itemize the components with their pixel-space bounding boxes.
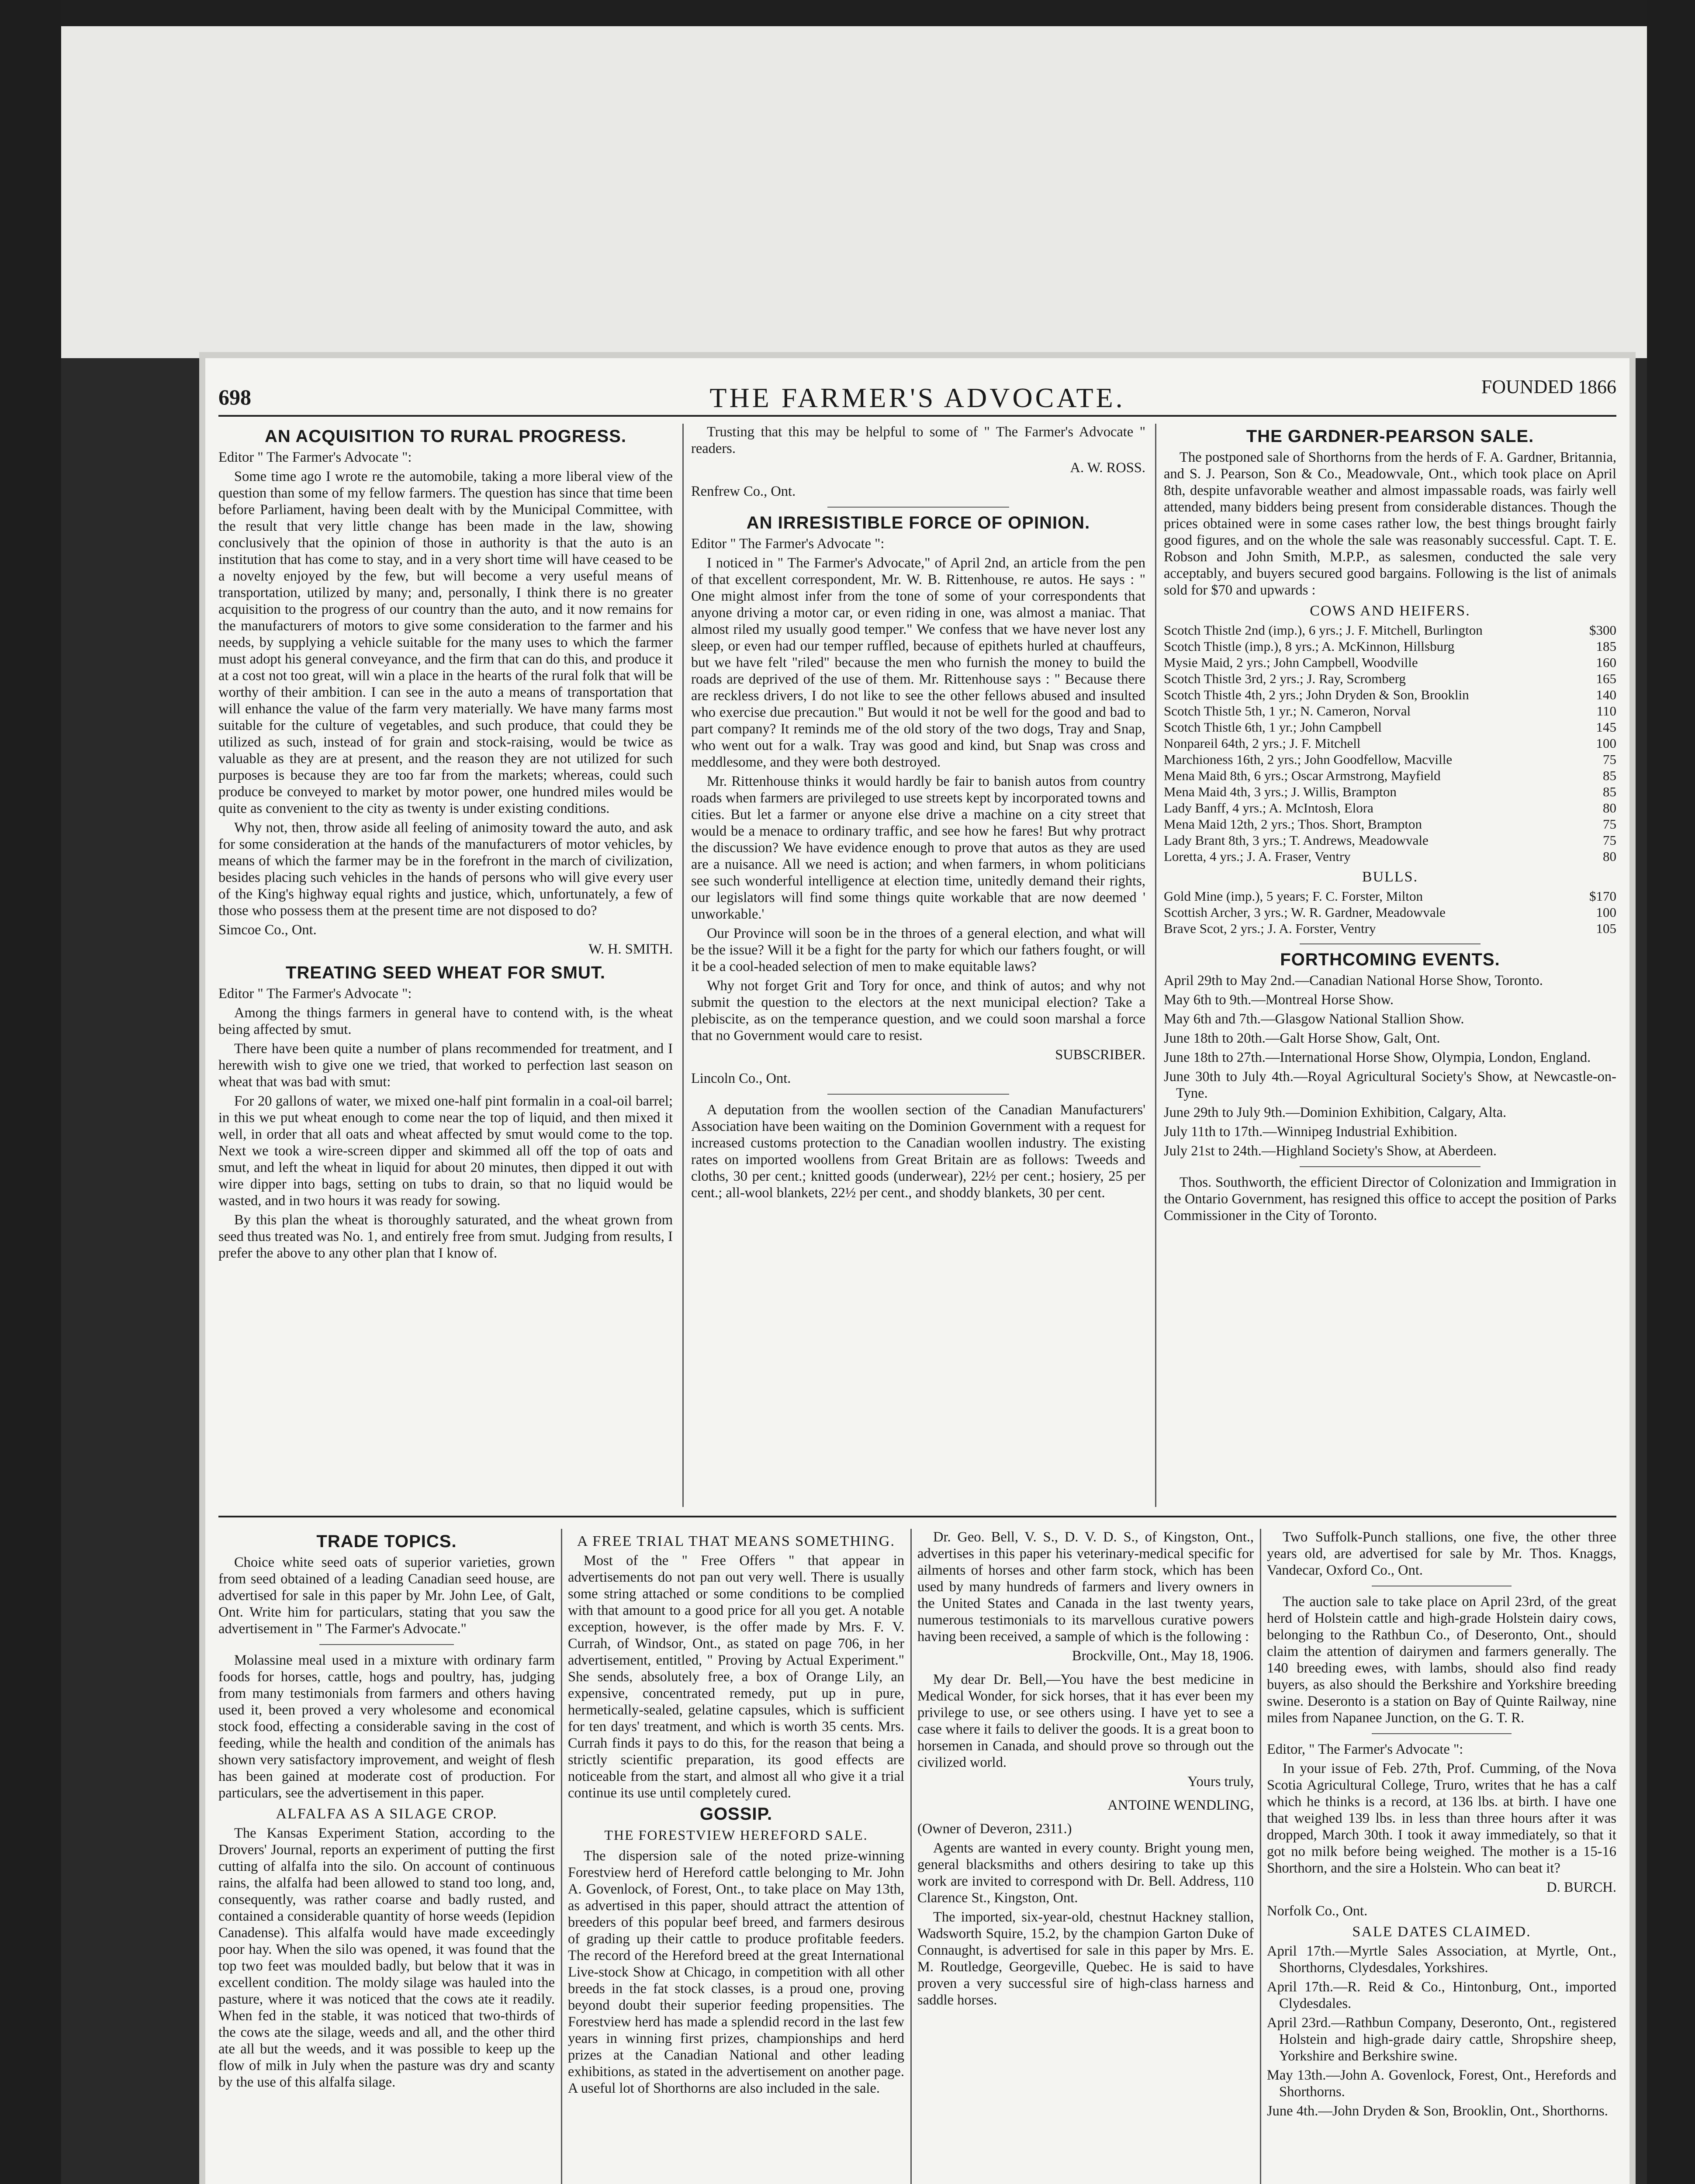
paragraph: My dear Dr. Bell,—You have the best medicine in Medical Wonder, for sick horses, that it has ever been my privilege to use, or see others using. I have yet to see a case where it fails to deliver the goods. It is a great boon to horsemen in Canada, and should prove so through out the civilized world. (917, 1672, 1254, 1770)
sale-entry (1164, 816, 1616, 832)
paragraph: Our Province will soon be in the throes of a general election, and what will be the issue? Will it be a fight for the party for which our fathers fought, or will it be a cool-headed selection of men to make equitable laws? (691, 926, 1145, 975)
sale-entry-name: Scotch Thistle (imp.), 8 yrs.; A. McKinnon, Hillsburg (1164, 639, 1455, 654)
editor-salutation: Editor " The Farmer's Advocate ": (691, 536, 885, 552)
cows-sale-list (1164, 622, 1616, 864)
subheading: THE FORESTVIEW HEREFORD SALE. (604, 1827, 868, 1843)
sale-entry (1164, 832, 1616, 848)
author-note: (Owner of Deveron, 2311.) (917, 1821, 1072, 1837)
sale-entry-name: Scotch Thistle 5th, 1 yr.; N. Cameron, Norval (1164, 703, 1411, 719)
paragraph: Dr. Geo. Bell, V. S., D. V. D. S., of Kingston, Ont., advertises in this paper his veterinary-medical specific for ailments of horses and other farm stock, which has been used by many hundreds of farmers and livery owners in the United States and Canada in the last twenty years, numerous testimonials to its marvellous curative powers having been received, a sample of which is the following : (917, 1529, 1254, 1645)
event-item: May 6th and 7th.—Glasgow National Stallion Show. (1164, 1011, 1464, 1027)
column-divider (1260, 1529, 1261, 2184)
sale-entry-price: 85 (1603, 784, 1616, 799)
event-item: June 30th to July 4th.—Royal Agricultural Society's Show, at Newcastle-on-Tyne. (1164, 1069, 1616, 1101)
sale-entry-price: 75 (1603, 752, 1616, 767)
section-divider (1300, 1166, 1481, 1167)
sale-entry-name: Scotch Thistle 4th, 2 yrs.; John Dryden & Son, Brooklin (1164, 687, 1469, 702)
sale-entry-price: 185 (1596, 639, 1616, 654)
place-line: Simcoe Co., Ont. (218, 922, 317, 938)
lower-column-4 (1267, 1529, 1616, 2184)
sale-entry (1164, 751, 1616, 767)
column-divider (682, 424, 684, 1507)
section-divider (319, 1644, 454, 1645)
sale-entry-name: Brave Scot, 2 yrs.; J. A. Forster, Ventry (1164, 921, 1376, 936)
lower-column-2 (568, 1529, 904, 2184)
paragraph: The auction sale to take place on April 23rd, of the great herd of Holstein cattle and high-grade Holstein dairy cows, belonging to the Rathbun Co., of Deseronto, Ont., should claim the attention of dairymen and farmers generally. The 140 breeding ewes, with lambs, should also find ready buyers, as also should the Berkshire and Yorkshire breeding swine. Deseronto is a station on Bay of Quinte Railway, nine miles from Napanee Junction, on the G. T. R. (1267, 1594, 1616, 1726)
sale-entry-price: 85 (1603, 768, 1616, 783)
sale-entry-name: Gold Mine (imp.), 5 years; F. C. Forster, Milton (1164, 888, 1423, 904)
sale-entry-price: 75 (1603, 816, 1616, 832)
sale-entry-name: Scotch Thistle 3rd, 2 yrs.; J. Ray, Scromberg (1164, 671, 1406, 686)
paragraph: Trusting that this may be helpful to some of " The Farmer's Advocate " readers. (691, 424, 1145, 456)
paragraph: Among the things farmers in general have to contend with, is the wheat being affected by smut. (218, 1005, 673, 1037)
newspaper-page (205, 358, 1629, 2184)
events-list (1164, 972, 1616, 1159)
sale-entry-name: Mena Maid 8th, 6 yrs.; Oscar Armstrong, Mayfield (1164, 768, 1441, 783)
sale-entry (1164, 703, 1616, 719)
paragraph: By this plan the wheat is thoroughly saturated, and the wheat grown from seed thus treated was No. 1, and entirely free from smut. Judging from results, I prefer the above to any other plan that I know of. (218, 1212, 673, 1261)
section-divider (1372, 1733, 1512, 1734)
bulls-sale-list (1164, 888, 1616, 936)
column-divider (1155, 424, 1156, 1507)
sale-entry (1164, 784, 1616, 800)
sale-entry-name: Scotch Thistle 6th, 1 yr.; John Campbell (1164, 719, 1382, 735)
sale-entry-name: Mysie Maid, 2 yrs.; John Campbell, Woodville (1164, 655, 1418, 670)
sale-entry (1164, 767, 1616, 784)
page-number: 698 (218, 385, 251, 409)
sale-entry (1164, 800, 1616, 816)
column-divider (561, 1529, 562, 2184)
sale-entry (1164, 904, 1616, 920)
sale-entry (1164, 638, 1616, 654)
sale-entry-name: Mena Maid 12th, 2 yrs.; Thos. Short, Brampton (1164, 816, 1422, 832)
subheading: A FREE TRIAL THAT MEANS SOMETHING. (577, 1533, 895, 1549)
sale-date-item: April 17th.—R. Reid & Co., Hintonburg, Ont., imported Clydesdales. (1267, 1979, 1616, 2011)
sale-entry-price: 100 (1596, 736, 1616, 751)
section-divider (827, 1094, 1009, 1095)
sale-date-item: May 13th.—John A. Govenlock, Forest, Ont., Herefords and Shorthorns. (1267, 2067, 1616, 2100)
sale-entry-price: 80 (1603, 849, 1616, 864)
event-item: July 21st to 24th.—Highland Society's Show, at Aberdeen. (1164, 1143, 1497, 1159)
scan-edge-band (0, 0, 1695, 26)
sale-entry (1164, 920, 1616, 936)
sale-entry (1164, 670, 1616, 687)
sale-entry-price: $300 (1589, 622, 1616, 638)
paragraph: There have been quite a number of plans recommended for treatment, and I herewith wish to give one we tried, that worked to perfection last season on wheat that was bad with smut: (218, 1041, 673, 1090)
scan-binding-right (1647, 0, 1695, 2184)
author-signature: W. H. SMITH. (588, 941, 673, 957)
sale-date-item: June 4th.—John Dryden & Son, Brooklin, Ont., Shorthorns. (1267, 2103, 1608, 2119)
lower-column-3 (917, 1529, 1254, 2184)
letter-closing: Yours truly, (1187, 1774, 1254, 1790)
article-title: GOSSIP. (699, 1804, 773, 1824)
subheading: ALFALFA AS A SILAGE CROP. (276, 1806, 498, 1822)
sale-entry-name: Mena Maid 4th, 3 yrs.; J. Willis, Brampton (1164, 784, 1397, 799)
paragraph: Agents are wanted in every county. Bright young men, general blacksmiths and others desiring to take up this work are invited to correspond with Dr. Bell. Address, 110 Clarence St., Kingston, Ont. (917, 1840, 1254, 1906)
sale-entry-name: Loretta, 4 yrs.; J. A. Fraser, Ventry (1164, 849, 1351, 864)
sale-entry (1164, 888, 1616, 904)
sale-entry-name: Lady Banff, 4 yrs.; A. McIntosh, Elora (1164, 800, 1373, 816)
paragraph: The imported, six-year-old, chestnut Hackney stallion, Wadsworth Squire, 15.2, by the champion Garton Duke of Connaught, is advertised for sale in this paper by Mrs. E. M. Routledge, Georgeville, Quebec. He is said to have proven a very successful sire of high-class harness and saddle horses. (917, 1909, 1254, 2008)
paragraph: In your issue of Feb. 27th, Prof. Cumming, of the Nova Scotia Agricultural College, Truro, writes that he has a calf which he thinks is a record, at 136 lbs. at birth. I have one that weighed 139 lbs. in less than three hours after it was dropped, March 30th. I took it away immediately, so that it got no milk before being weighed. The mother is a 15-16 Shorthorn, and the sire a Holstein. Who can beat it? (1267, 1761, 1616, 1876)
letter-dateline: Brockville, Ont., May 18, 1906. (1072, 1648, 1254, 1664)
editor-salutation: Editor " The Farmer's Advocate ": (218, 986, 412, 1002)
sale-entry-price: 140 (1596, 687, 1616, 702)
event-item: July 11th to 17th.—Winnipeg Industrial Exhibition. (1164, 1124, 1457, 1140)
sale-entry-price: $170 (1589, 888, 1616, 904)
list-heading: COWS AND HEIFERS. (1310, 603, 1470, 619)
paragraph: Thos. Southworth, the efficient Director of Colonization and Immigration in the Ontario Government, has resigned this office to accept the position of Parks Commissioner in the City of Toronto. (1164, 1175, 1616, 1223)
paragraph: Some time ago I wrote re the automobile, taking a more liberal view of the question than some of my fellow farmers. The question has since that time been before Parliament, having been dealt with by the Municipal Committee, with the result that very little change has been made in the law, showing conclusively that the opinion of those in authority is that the auto is an institution that has come to stay, and in a very short time will have ceased to be a novelty enjoyed by the few, but will become a very useful means of transportation, utilized by many; and, personally, I think there is no greater acquisition to the progress of our country than the auto, and it now remains for the manufacturers of motors to give some consideration to the farmer and his needs, by supplying a vehicle suitable for the many uses to which the farmer must adopt his general conveyance, and the firm that can do this, and produce it at a cost not too great, will win a place in the hearts of the rural folk that will be worthy of their ambition. I can see in the auto a means of transportation that will enhance the value of the farm very materially. We have many farms most suitable for the culture of vegetables, and such produce, that could they be utilized as such, instead of for grain and stock-raising, would be twice as valuable as they are at present, and the reason they are not utilized for such purposes is because they are too far from the markets; whereas, could such produce be conveyed to market by motor power, one hundred miles would be quite as convenient to the city as twenty is under existing conditions. (218, 469, 673, 816)
editor-salutation: Editor " The Farmer's Advocate ": (218, 449, 412, 465)
sale-entry-price: 75 (1603, 833, 1616, 848)
paragraph: Molassine meal used in a mixture with ordinary farm foods for horses, cattle, hogs and poultry, has, judging from many testimonials from farmers and others having used it, been proved a very wholesome and economical stock food, effecting a considerable saving in the cost of feeding, while the health and condition of the animals has shown very satisfactory improvement, and weight of flesh has been gained at moderate cost of production. For particulars, see the advertisement in this paper. (218, 1652, 555, 1801)
section-divider (827, 507, 1009, 508)
article-title: FORTHCOMING EVENTS. (1280, 950, 1500, 969)
paragraph: Why not forget Grit and Tory for once, and think of autos; and why not submit the question to the electors at the next municipal election? Take a plebiscite, as on the temperance question, and we could soon marshal a force that no Government would care to resist. (691, 978, 1145, 1044)
section-divider (1300, 943, 1481, 944)
upper-column-2 (691, 424, 1145, 1507)
place-line: Norfolk Co., Ont. (1267, 1903, 1368, 1919)
author-signature: A. W. ROSS. (1070, 460, 1145, 476)
article-title: AN IRRESISTIBLE FORCE OF OPINION. (746, 513, 1090, 532)
paragraph: I noticed in " The Farmer's Advocate," of April 2nd, an article from the pen of that excellent correspondent, Mr. W. B. Rittenhouse, re autos. He says : " One might almost infer from the tone of some of your correspondents that anyone driving a motor car, or even riding in one, was almost a maniac. That almost riled my usually good temper." We confess that we have never lost any sleep, or even had our temper ruffled, because of epithets hurled at chauffeurs, but we have felt "riled" because the men who furnish the money to build the roads are deprived of the use of them. Mr. Rittenhouse says : " Because there are reckless drivers, I do not like to see the other fellows abused and insulted who exercise due precaution." But would it not be well for the good and bad to part company? It reminds me of the old story of the two dogs, Tray and Snap, who went out for a walk. Tray was good and kind, but Snap was cross and meddlesome, and they were both destroyed. (691, 555, 1145, 770)
paragraph: Mr. Rittenhouse thinks it would hardly be fair to banish autos from country roads when farmers are privileged to use streets kept by incorporated towns and cities. But let a farmer or anyone else drive a machine on a city street that would be a menace to ordinary traffic, and see how he fares! But why protract the discussion? We have evidence enough to prove that autos as they are used are a nuisance. All we need is action; and when farmers, in whom politicians see such wonderful intelligence at election time, unitedly demand their rights, our legislators will find some things quite workable that are now deemed ' unworkable.' (691, 774, 1145, 922)
sale-entry-name: Scottish Archer, 3 yrs.; W. R. Gardner, Meadowvale (1164, 905, 1446, 920)
place-line: Renfrew Co., Ont. (691, 484, 796, 499)
event-item: April 29th to May 2nd.—Canadian National Horse Show, Toronto. (1164, 973, 1543, 988)
sale-entry (1164, 848, 1616, 864)
column-divider (910, 1529, 912, 2184)
founded-label: FOUNDED 1866 (1481, 376, 1616, 397)
event-item: May 6th to 9th.—Montreal Horse Show. (1164, 992, 1394, 1008)
author-signature: D. BURCH. (1546, 1880, 1616, 1895)
paragraph: Most of the " Free Offers " that appear in advertisements do not pan out very well. There is usually some string attached or some conditions to be complied with that amount to a good price for all you get. A notable exception, however, is the offer made by Mrs. F. V. Currah, of Windsor, Ont., as stated on page 706, in her advertisement, entitled, " Proving by Actual Experiment." She sends, absolutely free, a box of Orange Lily, an expensive, concentrated remedy, put up in pure, hermetically-sealed, gelatine capsules, which is sufficient for ten days' treatment, and which is worth 35 cents. Mrs. Currah finds it pays to do this, for the reason that being a strictly scientific preparation, its good effects are noticeable from the start, and almost all who give it a trial continue its use until completely cured. (568, 1553, 904, 1801)
editor-salutation: Editor, " The Farmer's Advocate ": (1267, 1742, 1463, 1757)
sale-entry-price: 100 (1596, 905, 1616, 920)
sale-entry-name: Scotch Thistle 2nd (imp.), 6 yrs.; J. F. Mitchell, Burlington (1164, 622, 1483, 638)
sale-entry-price: 160 (1596, 655, 1616, 670)
subheading: SALE DATES CLAIMED. (1352, 1924, 1531, 1940)
paragraph: Two Suffolk-Punch stallions, one five, the other three years old, are advertised for sale by Mr. Thos. Knaggs, Vandecar, Oxford Co., Ont. (1267, 1529, 1616, 1578)
sale-entry (1164, 687, 1616, 703)
sale-entry-price: 80 (1603, 800, 1616, 816)
author-signature: SUBSCRIBER. (1055, 1047, 1145, 1063)
place-line: Lincoln Co., Ont. (691, 1071, 791, 1086)
sale-entry (1164, 735, 1616, 751)
paragraph: The postponed sale of Shorthorns from the herds of F. A. Gardner, Britannia, and S. J. Pearson, Son & Co., Meadowvale, Ont., which took place on April 8th, despite unfavorable weather and almost impassable roads, was fairly well attended, many bidders being present from considerable distances. Though the prices obtained were in some cases rather low, the best things brought fairly good figures, and on the whole the sale was reasonably successful. Capt. T. E. Robson and John Smith, M.P.P., as salesmen, conducted the sale very acceptably, and buyers secured good bargains. Following is the list of animals sold for $70 and upwards : (1164, 449, 1616, 598)
event-item: June 18th to 20th.—Galt Horse Show, Galt, Ont. (1164, 1030, 1440, 1046)
sale-entry-price: 165 (1596, 671, 1616, 686)
sale-entry-name: Marchioness 16th, 2 yrs.; John Goodfellow, Macville (1164, 752, 1453, 767)
scan-background (0, 0, 1695, 358)
lower-column-1 (218, 1529, 555, 2184)
article-title: TREATING SEED WHEAT FOR SMUT. (286, 963, 605, 982)
upper-column-1 (218, 424, 673, 1507)
sale-entry (1164, 654, 1616, 670)
upper-column-3 (1164, 424, 1616, 1507)
paragraph: The Kansas Experiment Station, according to the Drovers' Journal, reports an experiment of putting the first cutting of alfalfa into the silo. On account of continuous rains, the alfalfa had been allowed to stand too long, and, consequently, was rather coarse and badly rusted, and contained a considerable quantity of horse weeds (Iepidion Canadense). This alfalfa would have made exceedingly poor hay. When the silo was opened, it was found that the top two feet was moulded badly, but below that it was in excellent condition. The moldy silage was hauled into the pasture, where it was noticed that the cows ate it readily. When fed in the stable, it was noticed that two-thirds of the cows ate the silage, weeds and all, and the other third ate all but the weeds, and it was possible to keep up the flow of milk in July when the pasture was dry and scanty by the use of this alfalfa silage. (218, 1825, 555, 2090)
author-signature: ANTOINE WENDLING, (1107, 1797, 1254, 1813)
article-title: TRADE TOPICS. (316, 1532, 457, 1551)
article-title: AN ACQUISITION TO RURAL PROGRESS. (265, 427, 626, 446)
page-header (218, 376, 1616, 417)
masthead: THE FARMER'S ADVOCATE. (709, 382, 1125, 413)
sale-entry-name: Nonpareil 64th, 2 yrs.; J. F. Mitchell (1164, 736, 1361, 751)
section-rule (218, 1516, 1616, 1517)
paragraph: For 20 gallons of water, we mixed one-half pint formalin in a coal-oil barrel; in this we put wheat enough to come near the top of liquid, and then mixed it well, in order that all oats and wheat affected by smut would come to the top. Next we took a wire-screen dipper and skimmed all off the top of oats and smut, and left the wheat in liquid for about 20 minutes, then dipped it out with wire dipper into bags, setting on tubs to drain, so that no liquid would be wasted, and in two hours it was ready for sowing. (218, 1093, 673, 1209)
sale-date-item: April 17th.—Myrtle Sales Association, at Myrtle, Ont., Shorthorns, Clydesdales, Yorkshires. (1267, 1943, 1616, 1976)
sale-entry-price: 145 (1596, 719, 1616, 735)
sale-entry (1164, 622, 1616, 638)
sale-dates-list (1267, 1943, 1616, 2119)
paragraph: The dispersion sale of the noted prize-winning Forestview herd of Hereford cattle belonging to Mr. John A. Govenlock, of Forest, Ont., to take place on May 13th, as advertised in this paper, should attract the attention of breeders of this popular beef breed, and farmers desirous of grading up their cattle to produce profitable feeders. The record of the Hereford breed at the great International Live-stock Show at Chicago, in competition with all other breeds in the fat stock classes, is a proud one, proving beyond doubt their superior feeding propensities. The Forestview herd has made a splendid record in the last few years in winning first prizes, championships and herd prizes at the Canadian National and other leading exhibitions, as stated in the advertisement on another page. A useful lot of Shorthorns are also included in the sale. (568, 1848, 904, 2096)
event-item: June 29th to July 9th.—Dominion Exhibition, Calgary, Alta. (1164, 1105, 1507, 1120)
scan-binding-left (0, 0, 61, 2184)
sale-entry-name: Lady Brant 8th, 3 yrs.; T. Andrews, Meadowvale (1164, 833, 1429, 848)
list-heading: BULLS. (1362, 869, 1418, 885)
sale-entry-price: 110 (1596, 703, 1616, 719)
paragraph: Choice white seed oats of superior varieties, grown from seed obtained of a leading Canadian seed house, are advertised for sale in this paper by Mr. John Lee, of Galt, Ont. Write him for particulars, stating that you saw the advertisement in " The Farmer's Advocate." (218, 1555, 555, 1637)
sale-date-item: April 23rd.—Rathbun Company, Deseronto, Ont., registered Holstein and high-grade dairy cattle, Shropshire sheep, Yorkshire and Berkshire swine. (1267, 2015, 1616, 2064)
paragraph: A deputation from the woollen section of the Canadian Manufacturers' Association have been waiting on the Dominion Government with a request for increased customs protection to the Canadian woollen industry. The existing rates on imported woollens from Great Britain are as follows: Tweeds and cloths, 30 per cent.; knitted goods (underwear), 22½ per cent.; hosiery, 25 per cent.; all-wool blankets, 22½ per cent., and shoddy blankets, 30 per cent. (691, 1102, 1145, 1201)
article-title: THE GARDNER-PEARSON SALE. (1246, 427, 1534, 446)
sale-entry (1164, 719, 1616, 735)
event-item: June 18th to 27th.—International Horse Show, Olympia, London, England. (1164, 1050, 1591, 1065)
paragraph: Why not, then, throw aside all feeling of animosity toward the auto, and ask for some consideration at the hands of the manufacturers of motor vehicles, by means of which the farmer may be in the forefront in the march of civilization, besides placing such vehicles in the hands of persons who will give every user of the King's highway equal rights and justice, which, unfortunately, a few of those who possess them at the present time are not disposed to do? (218, 820, 673, 919)
sale-entry-price: 105 (1596, 921, 1616, 936)
